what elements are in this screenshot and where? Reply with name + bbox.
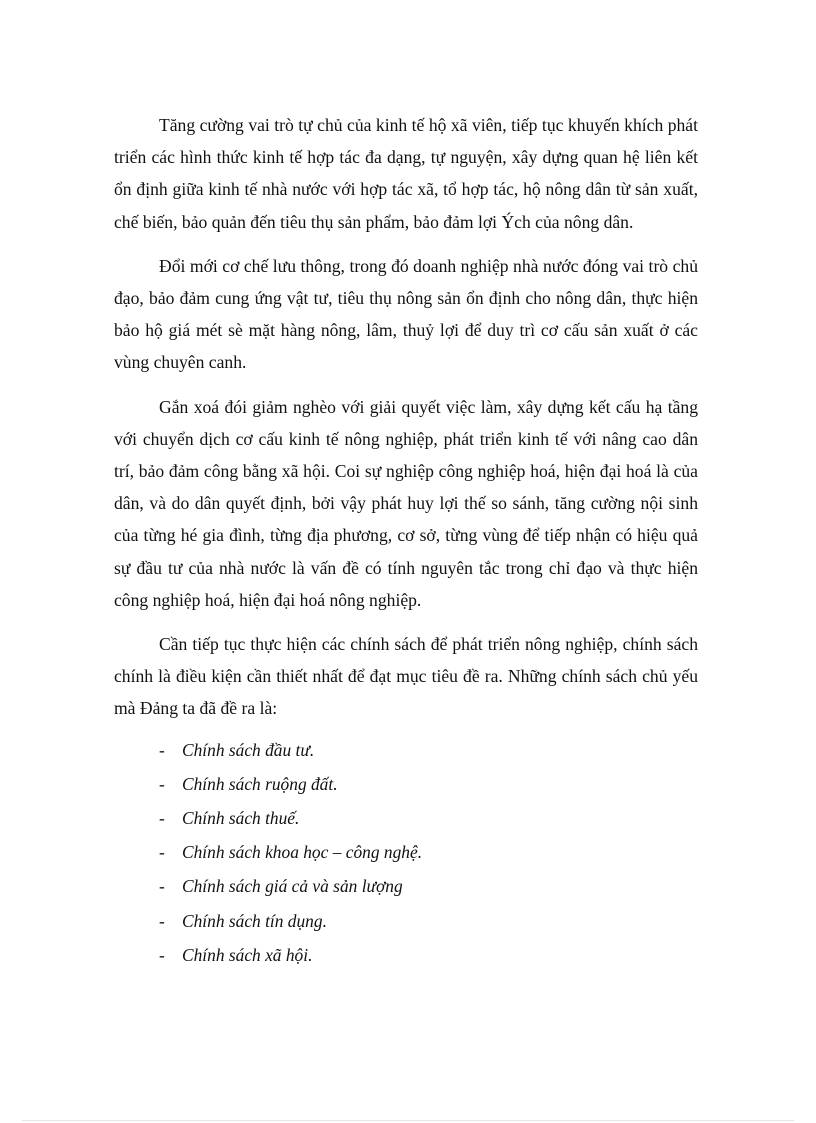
policy-credit: Chính sách tín dụng. [182,910,327,931]
policy-science-technology: Chính sách khoa học – công nghệ. [182,842,423,863]
list-dash: - [159,773,165,794]
list-dash: - [159,842,165,863]
list-item [114,839,698,873]
paragraph-household-economy: Tăng cường vai trò tự chủ của kinh tế hộ xã viên, tiếp tục khuyến khích phát triển các hình thức kinh tế hợp tác đa dạng, tự nguyện, xây dựng quan hệ liên kết ổn định giữa kinh tế nhà nước với hợp tác xã, tổ hợp tác, hộ nông dân từ sản xuất, chế biến, bảo quản đến tiêu thụ sản phẩm, bảo đảm lợi Ých của nông dân. [114,115,698,232]
paragraph-poverty-reduction: Gắn xoá đói giảm nghèo với giải quyết việc làm, xây dựng kết cấu hạ tầng với chuyển dịch cơ cấu kinh tế nông nghiệp, phát triển kinh tế với nâng cao dân trí, bảo đảm công bằng xã hội. Coi sự nghiệp công nghiệp hoá, hiện đại hoá là của dân, và do dân quyết định, bởi vậy phát huy lợi thế so sánh, tăng cường nội sinh của từng hé gia đình, từng địa phương, cơ sở, từng vùng để tiếp nhận có hiệu quả sự đầu tư của nhà nước là vấn đề có tính nguyên tắc trong chỉ đạo và thực hiện công nghiệp hoá, hiện đại hoá nông nghiệp. [114,396,698,610]
document-body [114,109,698,976]
list-item [114,942,698,976]
policy-price-output: Chính sách giá cả và sản lượng [182,876,403,897]
list-dash: - [159,876,165,897]
paragraph-policy-intro: Cần tiếp tục thực hiện các chính sách để phát triển nông nghiệp, chính sách chính là điều kiện cần thiết nhất để đạt mục tiêu đề ra. Những chính sách chủ yếu mà Đảng ta đã đề ra là: [114,634,698,719]
page-bottom-divider [22,1120,794,1121]
policy-land: Chính sách ruộng đất. [182,773,338,794]
list-dash: - [159,739,165,760]
list-item [114,873,698,907]
list-dash: - [159,910,165,931]
list-dash: - [159,944,165,965]
policy-list [114,737,698,976]
list-dash: - [159,808,165,829]
list-item [114,771,698,805]
policy-tax: Chính sách thuế. [182,808,300,829]
policy-social: Chính sách xã hội. [182,944,313,965]
list-item [114,908,698,942]
list-item [114,737,698,771]
list-item [114,805,698,839]
policy-investment: Chính sách đầu tư. [182,739,315,760]
paragraph-circulation-mechanism: Đổi mới cơ chế lưu thông, trong đó doanh nghiệp nhà nước đóng vai trò chủ đạo, bảo đảm cung ứng vật tư, tiêu thụ nông sản ổn định cho nông dân, thực hiện bảo hộ giá mét sè mặt hàng nông, lâm, thuỷ lợi để duy trì cơ cấu sản xuất ở các vùng chuyên canh. [114,255,698,373]
